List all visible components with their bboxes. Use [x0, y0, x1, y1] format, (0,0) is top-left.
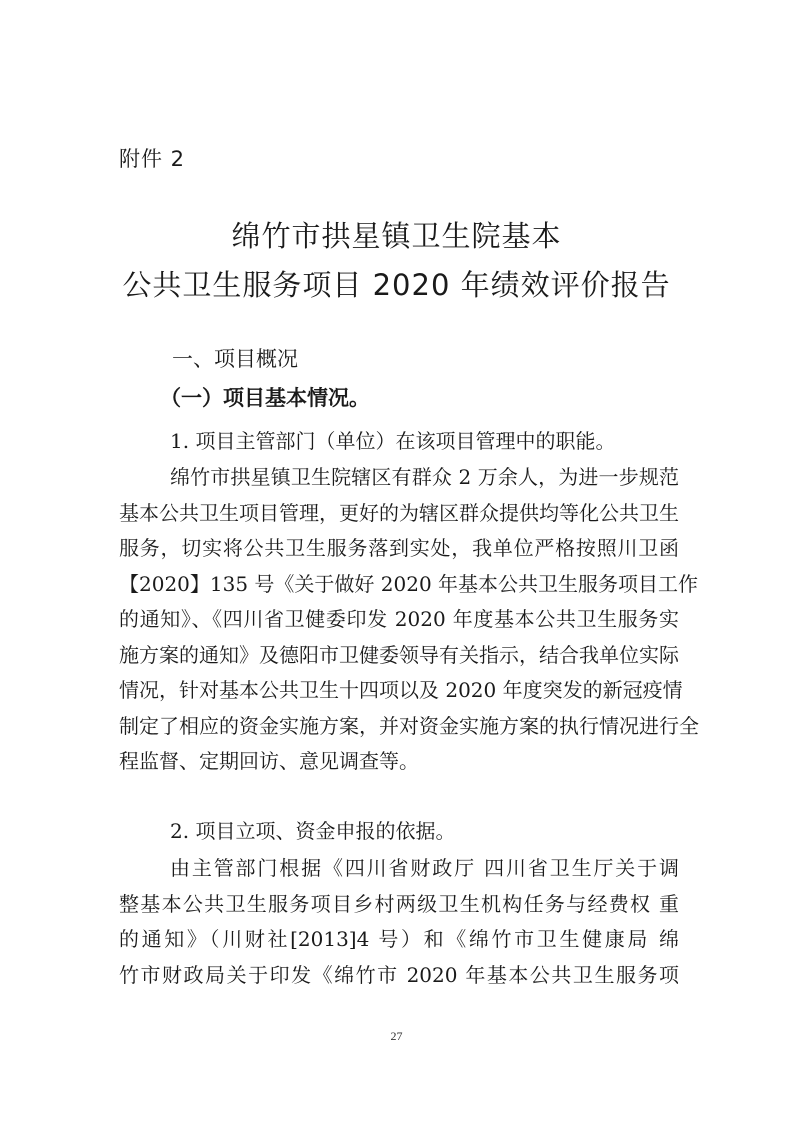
document-title-line-1: 绵竹市拱星镇卫生院基本: [231, 219, 562, 253]
item-1-title: 1. 项目主管部门（单位）在该项目管理中的职能。: [170, 429, 616, 453]
document-title-line-2: 公共卫生服务项目 2020 年绩效评价报告: [122, 268, 671, 302]
page-number: 27: [390, 1029, 403, 1043]
paragraph-line: 程监督、定期回访、意见调查等。: [119, 749, 419, 773]
paragraph-line: 由主管部门根据《四川省财政厅 四川省卫生厅关于调: [170, 856, 679, 880]
item-2-paragraph: [119, 851, 679, 993]
paragraph-line: 整基本公共卫生服务项目乡村两级卫生机构任务与经费权 重: [119, 891, 679, 916]
item-2-title: 2. 项目立项、资金申报的依据。: [170, 819, 456, 843]
paragraph-line: 竹市财政局关于印发《绵竹市 2020 年基本公共卫生服务项: [119, 962, 679, 987]
paragraph-line: 情况，针对基本公共卫生十四项以及 2020 年度突发的新冠疫情: [119, 678, 683, 702]
item-1-paragraph: [119, 460, 699, 780]
paragraph-line: 施方案的通知》及德阳市卫健委领导有关指示，结合我单位实际: [119, 642, 679, 667]
paragraph-line: 基本公共卫生项目管理，更好的为辖区群众提供均等化公共卫生: [119, 500, 679, 525]
paragraph-line: 的通知》、《四川省卫健委印发 2020 年度基本公共卫生服务实: [119, 607, 679, 631]
paragraph-line: 的通知》（川财社[2013]4 号）和《绵竹市卫生健康局 绵: [119, 927, 679, 951]
paragraph-line: 绵竹市拱星镇卫生院辖区有群众 2 万余人，为进一步规范: [170, 465, 679, 489]
paragraph-line: 制定了相应的资金实施方案，并对资金实施方案的执行情况进行全: [119, 713, 699, 738]
attachment-label: 附件 2: [119, 147, 186, 171]
section-subheading: （一）项目基本情况。: [160, 386, 370, 410]
paragraph-line: 【2020】135 号《关于做好 2020 年基本公共卫生服务项目工作: [119, 571, 699, 596]
section-heading: 一、项目概况: [172, 347, 298, 371]
paragraph-line: 服务，切实将公共卫生服务落到实处，我单位严格按照川卫函: [119, 536, 679, 560]
